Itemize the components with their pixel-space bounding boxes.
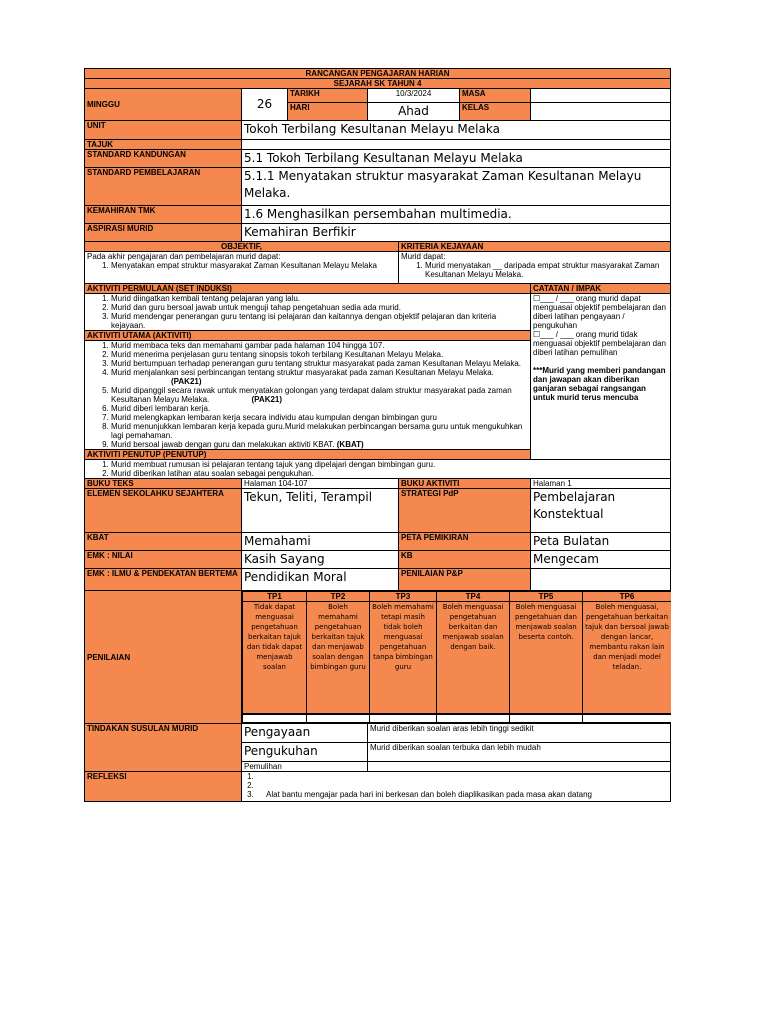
- minggu-label: MINGGU: [85, 89, 242, 121]
- tp5-code: TP5: [510, 592, 583, 602]
- aktiviti-item: [111, 386, 528, 404]
- catatan-header: CATATAN / IMPAK: [531, 284, 671, 294]
- tp3-code: TP3: [370, 592, 437, 602]
- aktiviti-utama-list: [87, 341, 528, 449]
- elemen-sekolah-value: Tekun, Teliti, Terampil: [242, 489, 399, 533]
- pengayaan-desc: Murid diberikan soalan aras lebih tinggi sedikit: [368, 724, 671, 743]
- buku-aktiviti-value: Halaman 1: [531, 479, 671, 489]
- hari-label: HARI: [288, 103, 368, 121]
- aktiviti-item: 3. Murid bertumpuan terhadap penerangan guru tentang struktur masyarakat pada zaman Kesultanan Melayu Melaka.: [111, 359, 528, 368]
- pengayaan-name: Pengayaan: [242, 724, 368, 743]
- hari-value: Ahad: [368, 103, 460, 121]
- elemen-sekolah-label: ELEMEN SEKOLAHKU SEJAHTERA: [85, 489, 242, 533]
- aktiviti-text: Murid dipanggil secara rawak untuk menyatakan golongan yang terdapat dalam struktur masyarakat pada zaman Kesultanan Melayu Melaka.: [111, 386, 512, 404]
- emk-nilai-value: Kasih Sayang: [242, 551, 399, 569]
- set-induksi-list: [87, 294, 528, 330]
- tp-mark-row: [242, 714, 671, 723]
- objektif-item: 1. Menyatakan empat struktur masyarakat Zaman Kesultanan Melayu Melaka: [111, 261, 396, 270]
- catatan-body: [531, 294, 671, 460]
- penilaian-pdp-label: PENILAIAN P&P: [399, 569, 531, 591]
- tp3-mark[interactable]: [370, 715, 437, 723]
- kbat-value: Memahami: [242, 533, 399, 551]
- kb-value: Mengecam: [531, 551, 671, 569]
- objektif-header: OBJEKTIF,: [85, 242, 399, 252]
- kelas-value: [531, 103, 671, 121]
- tp4-mark[interactable]: [437, 715, 510, 723]
- penutup-body: [85, 460, 671, 479]
- refleksi-item: [256, 781, 668, 790]
- emk-ilmu-value: Pendidikan Moral: [242, 569, 399, 591]
- set-induksi-body: [85, 294, 531, 331]
- kriteria-item: 1. Murid menyatakan __ daripada empat struktur masyarakat Zaman Kesultanan Melayu Melaka.: [425, 261, 668, 279]
- pemulihan-name: Pemulihan: [242, 762, 368, 772]
- masa-value: [531, 89, 671, 103]
- kelas-label: KELAS: [460, 103, 531, 121]
- minggu-value: 26: [242, 89, 288, 121]
- unit-label: UNIT: [85, 121, 242, 140]
- aspirasi-murid-value: Kemahiran Berfikir: [242, 224, 671, 242]
- tajuk-value: [242, 140, 671, 150]
- plan-title: RANCANGAN PENGAJARAN HARIAN: [85, 69, 671, 79]
- refleksi-body: [242, 772, 671, 802]
- catatan-note: ***Murid yang memberi pandangan dan jawapan akan diberikan ganjaran sebagai rangsangan untuk murid terus mencuba: [533, 366, 666, 402]
- pemulihan-desc: [368, 762, 671, 772]
- tp5-mark[interactable]: [510, 715, 583, 723]
- tp2-code: TP2: [307, 592, 370, 602]
- tp2-desc: Boleh memahami pengetahuan berkaitan tajuk dan menjawab soalan dengan bimbingan guru: [307, 602, 370, 714]
- objektif-intro: Pada akhir pengajaran dan pembelajaran murid dapat:: [87, 252, 281, 261]
- buku-aktiviti-label: BUKU AKTIVITI: [399, 479, 531, 489]
- strategi-value: Pembelajaran Konstektual: [531, 489, 671, 533]
- refleksi-text: Alat bantu mengajar pada hari ini berkesan dan boleh diaplikasikan pada masa akan datang: [266, 790, 593, 799]
- catatan-line-2: ☐___ / ___ orang murid tidak menguasai objektif pembelajaran dan diberi latihan pemulihan: [533, 330, 666, 357]
- kriteria-header: KRITERIA KEJAYAAN: [399, 242, 671, 252]
- catatan-line-1: ☐___ / ___ orang murid dapat menguasai objektif pembelajaran dan diberi latihan pengayaan / pengukuhan: [533, 294, 666, 330]
- refleksi-item: [256, 772, 668, 781]
- tp4-code: TP4: [437, 592, 510, 602]
- penilaian-label: PENILAIAN: [85, 591, 242, 724]
- standard-pembelajaran-label: STANDARD PEMBELAJARAN: [85, 168, 242, 206]
- peta-value: Peta Bulatan: [531, 533, 671, 551]
- kbat-label: KBAT: [85, 533, 242, 551]
- set-induksi-item: 1. Murid diingatkan kembali tentang pelajaran yang lalu.: [111, 294, 528, 303]
- aktiviti-item: 1. Murid membaca teks dan memahami gambar pada halaman 104 hingga 107.: [111, 341, 528, 350]
- aktiviti-item: [111, 368, 528, 386]
- tp6-code: TP6: [583, 592, 671, 602]
- tp1-desc: Tidak dapat menguasai pengetahuan berkaitan tajuk dan tidak dapat menjawab soalan: [243, 602, 307, 714]
- peta-label: PETA PEMIKIRAN: [399, 533, 531, 551]
- lesson-plan-table: [84, 68, 671, 802]
- penutup-item: 2. Murid diberikan latihan atau soalan sebagai pengukuhan.: [111, 469, 668, 478]
- standard-kandungan-label: STANDARD KANDUNGAN: [85, 150, 242, 168]
- set-induksi-header: AKTIVITI PERMULAAN (SET INDUKSI): [85, 284, 531, 294]
- aktiviti-utama-header: AKTIVITI UTAMA (AKTIVITI): [85, 331, 531, 341]
- aktiviti-utama-body: [85, 341, 531, 450]
- penutup-list: [87, 460, 668, 478]
- standard-kandungan-value: 5.1 Tokoh Terbilang Kesultanan Melayu Melaka: [242, 150, 671, 168]
- penilaian-pdp-value: [531, 569, 671, 591]
- kemahiran-tmk-value: 1.6 Menghasilkan persembahan multimedia.: [242, 206, 671, 224]
- aktiviti-text: Murid bersoal jawab dengan guru dan melakukan aktiviti KBAT.: [111, 440, 335, 449]
- aktiviti-tag: (PAK21): [171, 377, 202, 386]
- refleksi-list: [244, 772, 668, 799]
- tarikh-value: 10/3/2024: [368, 89, 460, 103]
- aktiviti-tag: (PAK21): [251, 395, 283, 404]
- aktiviti-tag: (KBAT): [336, 440, 364, 449]
- tarikh-label: TARIKH: [288, 89, 368, 103]
- set-induksi-item: 2. Murid dan guru bersoal jawab untuk menguji tahap pengetahuan sedia ada murid.: [111, 303, 528, 312]
- penutup-item: 1. Murid membuat rumusan isi pelajaran tentang tajuk yang dipelajari dengan bimbingan guru.: [111, 460, 668, 469]
- pengukuhan-name: Pengukuhan: [242, 743, 368, 762]
- lesson-plan-sheet: [84, 68, 670, 802]
- tp1-mark[interactable]: [243, 715, 307, 723]
- aspirasi-murid-label: ASPIRASI MURID: [85, 224, 242, 242]
- tajuk-label: TAJUK: [85, 140, 242, 150]
- refleksi-label: REFLEKSI: [85, 772, 242, 802]
- kb-label: KB: [399, 551, 531, 569]
- tp3-desc: Boleh memahami tetapi masih tidak boleh menguasai pengetahuan tanpa bimbingan guru: [370, 602, 437, 714]
- kriteria-list: [401, 261, 668, 279]
- aktiviti-item: 7. Murid melengkapkan lembaran kerja secara individu atau kumpulan dengan bimbingan guru: [111, 413, 528, 422]
- aktiviti-item: 2. Murid menerima penjelasan guru tentang sinopsis tokoh terbilang Kesultanan Melayu Melaka.: [111, 350, 528, 359]
- aktiviti-item: 6. Murid diberi lembaran kerja.: [111, 404, 528, 413]
- tp4-desc: Boleh menguasai pengetahuan berkaitan dan menjawab soalan dengan baik.: [437, 602, 510, 714]
- penutup-header: AKTIVITI PENUTUP (PENUTUP): [85, 450, 531, 460]
- tindakan-label: TINDAKAN SUSULAN MURID: [85, 724, 242, 772]
- strategi-label: STRATEGI PdP: [399, 489, 531, 533]
- masa-label: MASA: [460, 89, 531, 103]
- tp-grid-cell: [242, 591, 671, 715]
- emk-ilmu-label: EMK : ILMU & PENDEKATAN BERTEMA: [85, 569, 242, 591]
- kriteria-body: [399, 252, 671, 284]
- tp2-mark[interactable]: [307, 715, 370, 723]
- tp5-desc: Boleh menguasai pengetahuan dan menjawab soalan beserta contoh.: [510, 602, 583, 714]
- emk-nilai-label: EMK : NILAI: [85, 551, 242, 569]
- tp-mark-cell: [242, 714, 671, 724]
- kriteria-intro: Murid dapat:: [401, 252, 446, 261]
- objektif-body: [85, 252, 399, 284]
- tp-grid: [242, 591, 671, 714]
- objektif-list: [87, 261, 396, 270]
- standard-pembelajaran-value: 5.1.1 Menyatakan struktur masyarakat Zaman Kesultanan Melayu Melaka.: [242, 168, 671, 206]
- aktiviti-item: 8. Murid menunjukkan lembaran kerja kepada guru.Murid melakukan perbincangan bersama guru untuk mengukuhkan lagi pemahaman.: [111, 422, 528, 440]
- unit-value: Tokoh Terbilang Kesultanan Melayu Melaka: [242, 121, 671, 140]
- buku-teks-label: BUKU TEKS: [85, 479, 242, 489]
- kemahiran-tmk-label: KEMAHIRAN TMK: [85, 206, 242, 224]
- buku-teks-value: Halaman 104-107: [242, 479, 399, 489]
- tp6-mark[interactable]: [583, 715, 671, 723]
- aktiviti-text: Murid menjalankan sesi perbincangan tentang struktur masyarakat pada zaman Kesultanan Melayu Melaka.: [111, 368, 494, 377]
- refleksi-item: [256, 790, 668, 799]
- tp6-desc: Boleh menguasai, pengetahuan berkaitan tajuk dan bersoal jawab dengan lancar, membantu rakan lain dan menjadi model teladan.: [583, 602, 671, 714]
- tp1-code: TP1: [243, 592, 307, 602]
- aktiviti-item: [111, 440, 528, 449]
- set-induksi-item: 3. Murid mendengar penerangan guru tentang isi pelajaran dan kaitannya dengan objektif pelajaran dan kriteria kejayaan.: [111, 312, 528, 330]
- pengukuhan-desc: Murid diberikan soalan terbuka dan lebih mudah: [368, 743, 671, 762]
- plan-subtitle: SEJARAH SK TAHUN 4: [85, 79, 671, 89]
